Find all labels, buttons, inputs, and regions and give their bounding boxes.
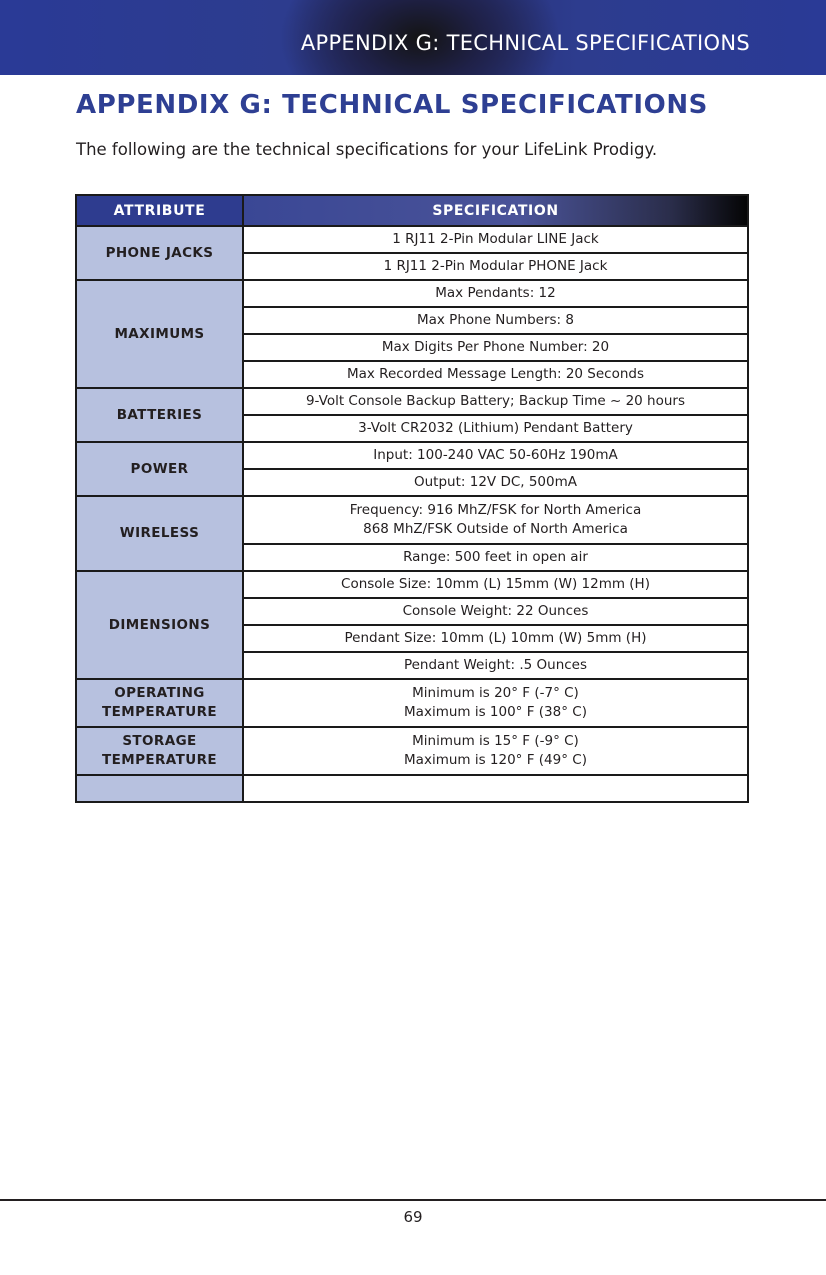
table-row [76, 571, 748, 598]
attribute-operating-temperature [76, 679, 243, 727]
empty-attribute-cell [76, 775, 243, 802]
table-row [76, 388, 748, 415]
empty-spec-cell [243, 775, 748, 802]
spec-value: 1 RJ11 2-Pin Modular PHONE Jack [243, 253, 748, 280]
spec-value: 9-Volt Console Backup Battery; Backup Time ~ 20 hours [243, 388, 748, 415]
table-row [76, 727, 748, 775]
spec-value-range: Range: 500 feet in open air [243, 544, 748, 571]
table-row [76, 226, 748, 253]
attribute-label-line-1: STORAGE [122, 733, 197, 749]
spec-value: Pendant Size: 10mm (L) 10mm (W) 5mm (H) [243, 625, 748, 652]
max-temperature: Maximum is 100° F (38° C) [404, 704, 587, 720]
attribute-storage-temperature [76, 727, 243, 775]
attribute-power: POWER [76, 442, 243, 496]
max-temperature: Maximum is 120° F (49° C) [404, 752, 587, 768]
attribute-wireless: WIRELESS [76, 496, 243, 571]
intro-text: The following are the technical specifications for your LifeLink Prodigy. [76, 140, 658, 159]
spec-value: Input: 100-240 VAC 50-60Hz 190mA [243, 442, 748, 469]
frequency-line-2: 868 MhZ/FSK Outside of North America [363, 521, 628, 537]
spec-value: 3-Volt CR2032 (Lithium) Pendant Battery [243, 415, 748, 442]
min-temperature: Minimum is 15° F (-9° C) [412, 733, 579, 749]
frequency-line-1: Frequency: 916 MhZ/FSK for North America [349, 502, 642, 518]
spec-value-frequency [243, 496, 748, 544]
spec-value-storage-temperature [243, 727, 748, 775]
table-row [76, 496, 748, 544]
page-title: APPENDIX G: TECHNICAL SPECIFICATIONS [76, 90, 709, 120]
column-header-attribute: ATTRIBUTE [76, 195, 243, 226]
spec-value-operating-temperature [243, 679, 748, 727]
spec-value: Max Digits Per Phone Number: 20 [243, 334, 748, 361]
spec-value: Console Weight: 22 Ounces [243, 598, 748, 625]
min-temperature: Minimum is 20° F (-7° C) [412, 685, 579, 701]
attribute-label-line-2: TEMPERATURE [102, 704, 217, 720]
banner-title: APPENDIX G: TECHNICAL SPECIFICATIONS [300, 31, 750, 55]
attribute-label-line-1: OPERATING [114, 685, 205, 701]
spec-value: Pendant Weight: .5 Ounces [243, 652, 748, 679]
table-row [76, 679, 748, 727]
table-row [76, 280, 748, 307]
spec-value: Output: 12V DC, 500mA [243, 469, 748, 496]
footer-divider [0, 1199, 826, 1201]
table-row-empty [76, 775, 748, 802]
page-number: 69 [403, 1208, 423, 1226]
spec-value: Max Pendants: 12 [243, 280, 748, 307]
attribute-label-line-2: TEMPERATURE [102, 752, 217, 768]
spec-value: Max Phone Numbers: 8 [243, 307, 748, 334]
column-header-specification: SPECIFICATION [243, 195, 748, 226]
spec-value: 1 RJ11 2-Pin Modular LINE Jack [243, 226, 748, 253]
spec-value: Console Size: 10mm (L) 15mm (W) 12mm (H) [243, 571, 748, 598]
header-banner [0, 0, 826, 75]
specifications-table [75, 194, 749, 803]
table-row [76, 442, 748, 469]
attribute-maximums: MAXIMUMS [76, 280, 243, 388]
attribute-phone-jacks: PHONE JACKS [76, 226, 243, 280]
spec-value: Max Recorded Message Length: 20 Seconds [243, 361, 748, 388]
attribute-dimensions: DIMENSIONS [76, 571, 243, 679]
attribute-batteries: BATTERIES [76, 388, 243, 442]
table-header-row [76, 195, 748, 226]
